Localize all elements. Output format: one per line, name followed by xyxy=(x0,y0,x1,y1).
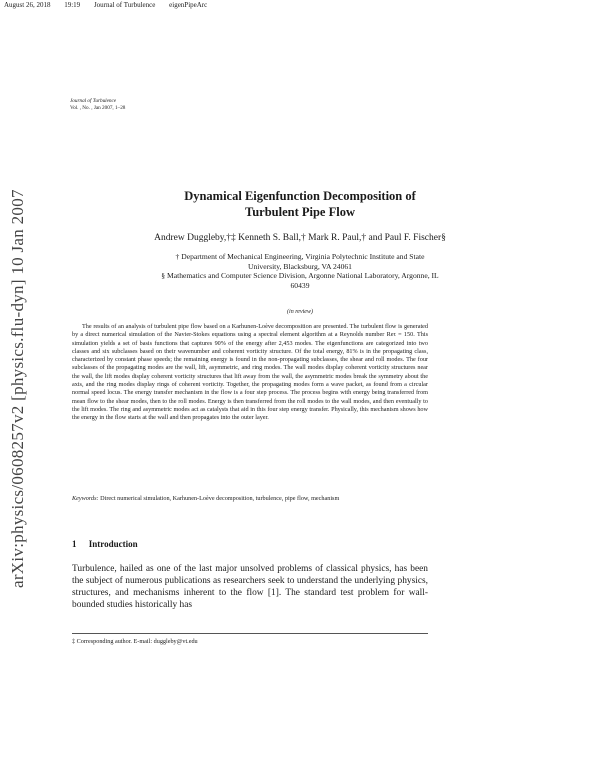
affiliation-argonne: § Mathematics and Computer Science Division, Argonne National Laboratory, Argonne, IL 60439 xyxy=(161,271,439,290)
intro-paragraph: Turbulence, hailed as one of the last major unsolved problems of classical physics, has been the subject of numerous publications as researchers seek to understand the underlying physics, structures, and mechanisms inherent to the flow [1]. The standard test problem for wall-bounded studies historically has xyxy=(72,564,428,611)
abstract: The results of an analysis of turbulent pipe flow based on a Karhunen-Loève decomposition are presented. The turbulent flow is generated by a direct numerical simulation of the Navier-Stokes equations using a spectral element algorithm at a Reynolds number Reτ = 150. This simulation yields a set of basis functions that captures 90% of the energy after 2,453 modes. The eigenfunctions are categorized into two classes and six subclasses based on their wavenumber and coherent vorticity structure. Of the total energy, 81% is in the propagating class, characterized by constant phase speeds; the remaining energy is found in the non-propagating subclasses, the shear and roll modes. The four subclasses of the propagating modes are the wall, lift, asymmetric, and ring modes. The wall modes display coherent vorticity structures near the wall, the lift modes display coherent vorticity structures that lift away from the wall, the asymmetric modes break the symmetry about the axis, and the ring modes display rings of coherent vorticity. Together, the propagating modes form a wave packet, as found from a circular normal speed locus. The energy transfer mechanism in the flow is a four step process. The process begins with energy being transferred from mean flow to the shear modes, then to the roll modes. Energy is then transferred from the roll modes to the wall modes, and then eventually to the lift modes. The ring and asymmetric modes act as catalysts that aid in this four step energy transfer. Physically, this mechanism shows how the energy in the flow starts at the wall and then propagates into the outer layer. xyxy=(72,323,428,422)
affiliation-virginia-tech: † Department of Mechanical Engineering, Virginia Polytechnic Institute and State University, Blacksburg, VA 24061 xyxy=(175,252,425,271)
section-number: 1 xyxy=(72,539,77,549)
title-line-1: Dynamical Eigenfunction Decomposition of xyxy=(184,189,416,203)
keywords xyxy=(72,495,428,503)
section-heading xyxy=(72,539,138,549)
header-date: August 26, 2018 xyxy=(4,1,51,9)
footnote: ‡ Corresponding author. E-mail: duggleby@vt.edu xyxy=(72,638,198,645)
header-tag: eigenPipeArc xyxy=(169,1,208,9)
footnote-rule xyxy=(72,633,428,634)
affiliations xyxy=(158,252,442,290)
header-time: 19:19 xyxy=(64,1,81,9)
header-journal: Journal of Turbulence xyxy=(93,1,156,9)
section-title: Introduction xyxy=(88,539,138,549)
author-list: Andrew Duggleby,†‡ Kenneth S. Ball,† Mark R. Paul,† and Paul F. Fischer§ xyxy=(154,233,446,243)
journal-volume: Vol. , No. , Jan 2007, 1–28 xyxy=(70,105,126,111)
paper-title xyxy=(0,188,600,220)
keywords-text: Direct numerical simulation, Karhunen-Loève decomposition, turbulence, pipe flow, mechanism xyxy=(100,495,340,502)
journal-name: Journal of Turbulence xyxy=(70,98,117,104)
arxiv-identifier: arXiv:physics/0608257v2 [physics.flu-dyn] 10 Jan 2007 xyxy=(8,189,27,588)
running-header xyxy=(4,1,219,9)
title-line-2: Turbulent Pipe Flow xyxy=(245,205,355,219)
keywords-label: Keywords: xyxy=(72,495,99,502)
review-status: (in review) xyxy=(287,309,313,315)
journal-info xyxy=(70,98,125,112)
